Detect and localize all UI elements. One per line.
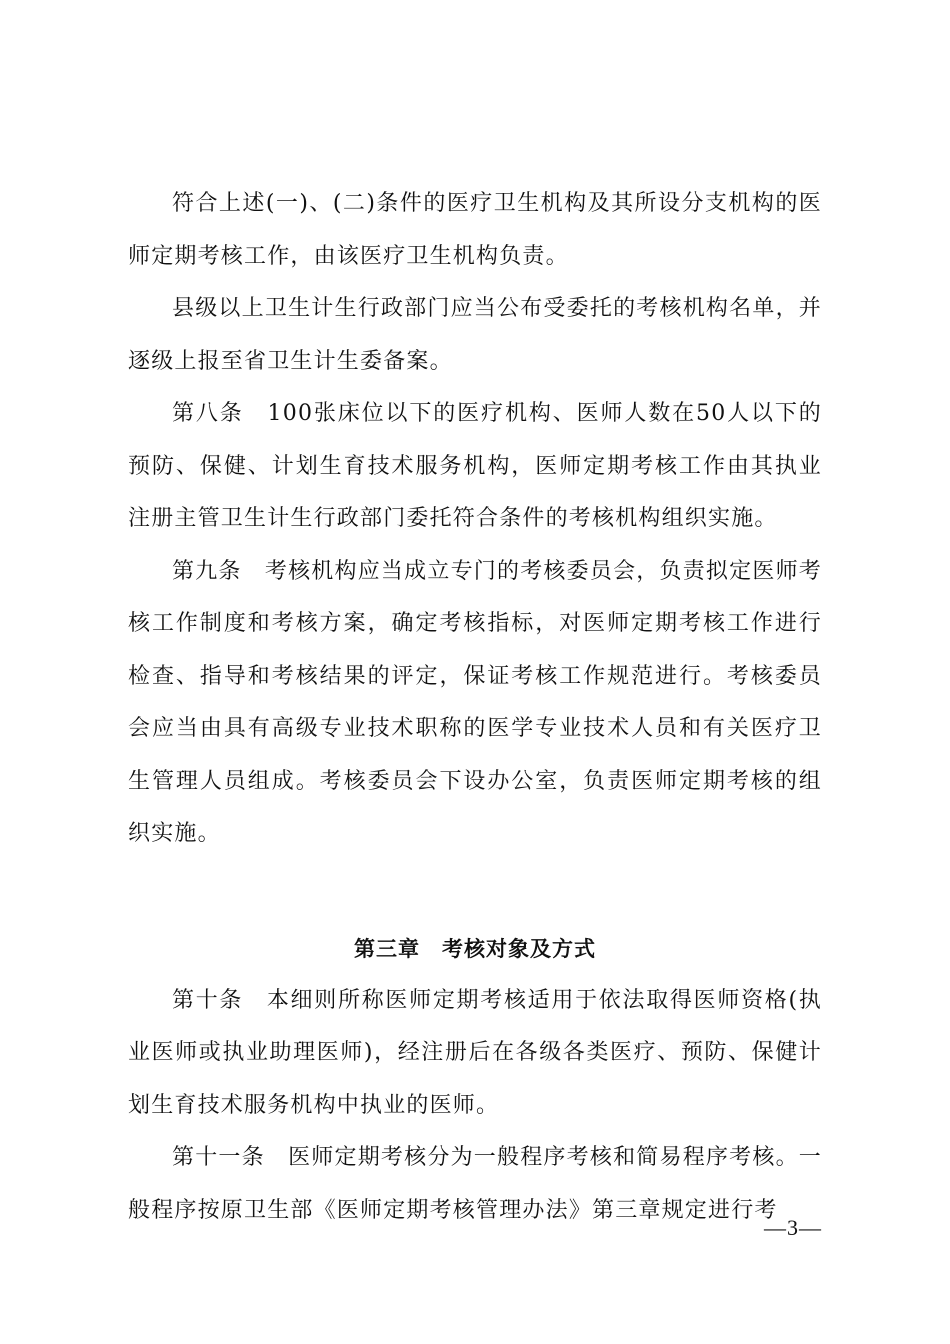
body-text bbox=[128, 178, 822, 1237]
page-number: —3— bbox=[764, 1215, 822, 1240]
article-9: 第九条 考核机构应当成立专门的考核委员会，负责拟定医师考核工作制度和考核方案，确定考核指标，对医师定期考核工作进行检查、指导和考核结果的评定，保证考核工作规范进行。考核委员会应当由具有高级专业技术职称的医学专业技术人员和有关医疗卫生管理人员组成。考核委员会下设办公室，负责医师定期考核的组织实施。 bbox=[128, 558, 822, 846]
chapter-3-heading: 第三章 考核对象及方式 bbox=[354, 936, 596, 961]
paragraph-publish-list: 县级以上卫生计生行政部门应当公布受委托的考核机构名单，并逐级上报至省卫生计生委备案。 bbox=[128, 296, 822, 374]
paragraph-branch-institutions: 符合上述(一)、(二)条件的医疗卫生机构及其所设分支机构的医师定期考核工作，由该医疗卫生机构负责。 bbox=[128, 191, 822, 269]
article-11: 第十一条 医师定期考核分为一般程序考核和简易程序考核。一般程序按原卫生部《医师定期考核管理办法》第三章规定进行考 bbox=[128, 1145, 822, 1223]
article-8: 第八条 100张床位以下的医疗机构、医师人数在50人以下的预防、保健、计划生育技术服务机构，医师定期考核工作由其执业注册主管卫生计生行政部门委托符合条件的考核机构组织实施。 bbox=[128, 401, 822, 531]
article-10: 第十条 本细则所称医师定期考核适用于依法取得医师资格(执业医师或执业助理医师)，经注册后在各级各类医疗、预防、保健计划生育技术服务机构中执业的医师。 bbox=[128, 987, 822, 1118]
